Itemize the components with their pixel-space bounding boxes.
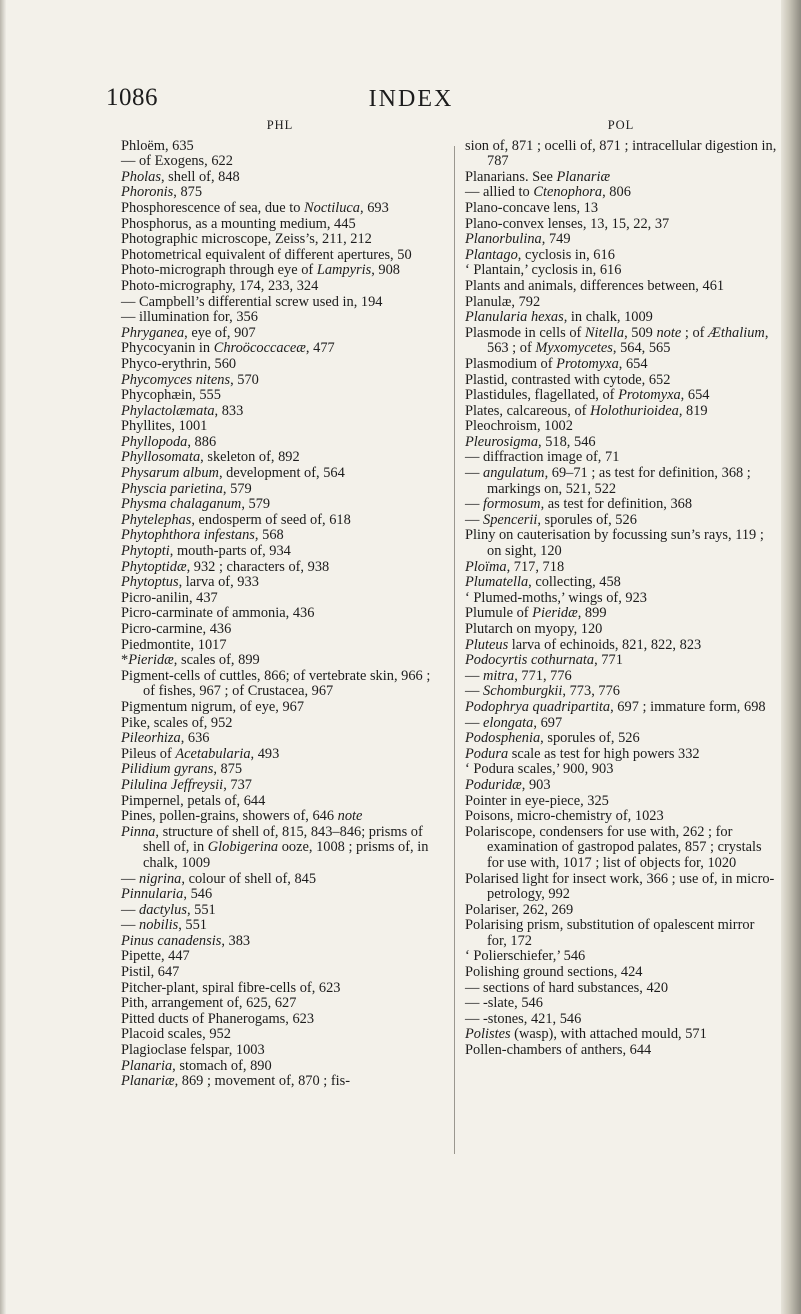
index-entry: Poisons, micro-chemistry of, 1023 <box>465 808 664 825</box>
index-entry: Podophrya quadripartita, 697 ; immature form, 698 <box>465 698 766 715</box>
index-entry: — of Exogens, 622 <box>121 153 233 170</box>
index-column-left <box>121 118 439 1090</box>
index-entry: Pleurosigma, 518, 546 <box>465 433 596 450</box>
index-entry: Pimpernel, petals of, 644 <box>121 792 266 809</box>
index-entry: Plutarch on myopy, 120 <box>465 621 603 637</box>
index-entry: Phyllopoda, 886 <box>121 433 217 450</box>
column-divider <box>454 146 455 1154</box>
index-entry: — sections of hard substances, 420 <box>465 979 669 996</box>
index-entry: Placoid scales, 952 <box>121 1026 231 1043</box>
index-entry: Planarians. See Planariæ <box>465 168 611 185</box>
index-entry: Plagioclase felspar, 1003 <box>121 1042 265 1059</box>
index-entry: Planariæ, 869 ; movement of, 870 ; fis- <box>121 1073 351 1090</box>
index-entry: Phyllites, 1001 <box>121 418 208 435</box>
page-number: 1086 <box>106 84 158 111</box>
index-entry: Phycocyanin in Chroöcoccaceæ, 477 <box>121 340 335 357</box>
index-entry: ‘ Plantain,’ cyclosis in, 616 <box>465 262 622 279</box>
index-entry: *Pieridæ, scales of, 899 <box>121 652 260 669</box>
index-entry: Pholas, shell of, 848 <box>121 168 240 185</box>
index-entry: Plasmodium of Protomyxa, 654 <box>465 355 648 372</box>
index-entry: Polistes (wasp), with attached mould, 571 <box>465 1026 707 1043</box>
index-entry: — nobilis, 551 <box>121 917 207 934</box>
index-entry: Plastid, contrasted with cytode, 652 <box>465 371 671 388</box>
index-entry: Pitcher-plant, spiral fibre-cells of, 623 <box>121 979 341 996</box>
page-left-shadow <box>0 0 6 1314</box>
index-entry: Phyllosomata, skeleton of, 892 <box>121 449 300 466</box>
index-entry: Polarised light for insect work, 366 ; use of, in micro-petrology, 992 <box>465 870 775 903</box>
index-entry: — formosum, as test for definition, 368 <box>465 496 693 513</box>
index-entry: Pointer in eye-piece, 325 <box>465 792 609 809</box>
index-entry: Plano-convex lenses, 13, 15, 22, 37 <box>465 215 670 232</box>
index-entry: Plates, calcareous, of Holothurioidea, 819 <box>465 402 708 419</box>
index-entry: — dactylus, 551 <box>121 901 216 918</box>
index-entry: Phryganea, eye of, 907 <box>121 324 256 341</box>
index-entry: — mitra, 771, 776 <box>465 667 572 684</box>
index-entry: Polariscope, condensers for use with, 262 ; for examination of gastropod palates, 857 ; crystals for use with, 1017 ; list of objects for, 1020 <box>465 823 762 871</box>
index-entry: — Spencerii, sporules of, 526 <box>465 511 637 528</box>
index-entry: Polariser, 262, 269 <box>465 901 574 918</box>
index-entry: Pollen-chambers of anthers, 644 <box>465 1042 652 1059</box>
index-entry: Pleochroism, 1002 <box>465 418 573 435</box>
index-entry: Picro-anilin, 437 <box>121 589 218 606</box>
index-entry: Phytelephas, endosperm of seed of, 618 <box>121 511 351 528</box>
index-entry: Pigment-cells of cuttles, 866; of vertebrate skin, 966 ; of fishes, 967 ; of Crustacea, 967 <box>121 667 431 700</box>
index-entry: Phycomyces nitens, 570 <box>121 371 259 388</box>
index-entry: Piedmontite, 1017 <box>121 636 227 653</box>
index-entry: — elongata, 697 <box>465 714 563 731</box>
running-head: INDEX <box>368 86 454 112</box>
index-entry: Plumatella, collecting, 458 <box>465 574 621 591</box>
index-entry: ‘ Plumed-moths,’ wings of, 923 <box>465 589 648 606</box>
index-entry: Podocyrtis cothurnata, 771 <box>465 652 623 669</box>
index-entry: Photo-micrography, 174, 233, 324 <box>121 277 319 294</box>
index-entry: Polishing ground sections, 424 <box>465 964 643 981</box>
index-entry: Pitted ducts of Phanerogams, 623 <box>121 1010 315 1027</box>
index-entry: Photographic microscope, Zeiss’s, 211, 212 <box>121 231 372 248</box>
index-entry: Phloëm, 635 <box>121 137 194 154</box>
index-entry: Phosphorescence of sea, due to Noctiluca, 693 <box>121 199 389 216</box>
index-entry: Planularia hexas, in chalk, 1009 <box>465 309 653 326</box>
index-entry: Pith, arrangement of, 625, 627 <box>121 995 297 1012</box>
index-entry: Phylactolæmata, 833 <box>121 402 244 419</box>
index-entry: — -stones, 421, 546 <box>465 1010 582 1027</box>
index-entry: ‘ Polierschiefer,’ 546 <box>465 948 586 965</box>
guide-word-left: PHL <box>266 118 294 132</box>
index-entry: Plumule of Pieridæ, 899 <box>465 605 607 622</box>
index-entry: Pinus canadensis, 383 <box>121 932 251 949</box>
index-entry: Phytophthora infestans, 568 <box>121 527 284 544</box>
index-entry: Pluteus larva of echinoids, 821, 822, 823 <box>465 636 702 653</box>
index-entry: Pipette, 447 <box>121 948 190 965</box>
index-entry: Plastidules, flagellated, of Protomyxa, 654 <box>465 387 710 404</box>
index-entry: Pilulina Jeffreysii, 737 <box>121 776 252 793</box>
entry-list-left <box>121 139 439 1090</box>
index-entry: Physma chalaganum, 579 <box>121 496 271 513</box>
index-entry: Photo-micrograph through eye of Lampyris, 908 <box>121 262 400 279</box>
index-entry: sion of, 871 ; ocelli of, 871 ; intracellular digestion in, 787 <box>465 137 777 170</box>
index-entry: Pines, pollen-grains, showers of, 646 note <box>121 808 363 825</box>
index-entry: Planaria, stomach of, 890 <box>121 1057 272 1074</box>
index-entry: — diffraction image of, 71 <box>465 449 620 466</box>
index-entry: Plano-concave lens, 13 <box>465 199 599 216</box>
index-entry: Pilidium gyrans, 875 <box>121 761 243 778</box>
index-entry: Planorbulina, 749 <box>465 231 571 248</box>
index-entry: Phycophæin, 555 <box>121 387 221 404</box>
index-entry: ‘ Podura scales,’ 900, 903 <box>465 761 614 778</box>
index-entry: Pistil, 647 <box>121 964 180 981</box>
index-entry: Planulæ, 792 <box>465 293 541 310</box>
index-entry: — -slate, 546 <box>465 995 543 1012</box>
page-right-edge <box>781 0 801 1314</box>
index-entry: Phytoptus, larva of, 933 <box>121 574 259 591</box>
index-entry: Pinna, structure of shell of, 815, 843–846; prisms of shell of, in Globigerina ooze, 1008 ; prisms of, in chalk, 1009 <box>121 823 429 871</box>
index-column-right <box>465 118 777 1059</box>
index-entry: Pliny on cauterisation by focussing sun’s rays, 119 ; on sight, 120 <box>465 527 764 560</box>
index-entry: Phytoptidæ, 932 ; characters of, 938 <box>121 558 330 575</box>
index-entry: Plantago, cyclosis in, 616 <box>465 246 615 263</box>
index-entry: Plasmode in cells of Nitella, 509 note ; of Æthalium, 563 ; of Myxomycetes, 564, 565 <box>465 324 769 357</box>
index-entry: Phosphorus, as a mounting medium, 445 <box>121 215 356 232</box>
index-entry: Ploïma, 717, 718 <box>465 558 565 575</box>
index-entry: Phoronis, 875 <box>121 184 203 201</box>
index-entry: Physarum album, development of, 564 <box>121 465 345 482</box>
index-entry: Picro-carminate of ammonia, 436 <box>121 605 315 622</box>
index-entry: — nigrina, colour of shell of, 845 <box>121 870 317 887</box>
index-entry: — illumination for, 356 <box>121 309 258 326</box>
index-entry: Phytopti, mouth-parts of, 934 <box>121 543 291 560</box>
index-entry: — Schomburgkii, 773, 776 <box>465 683 620 700</box>
index-entry: Pileus of Acetabularia, 493 <box>121 745 280 762</box>
index-entry: Podura scale as test for high powers 332 <box>465 745 700 762</box>
index-entry: Pileorhiza, 636 <box>121 730 210 747</box>
guide-word-right: POL <box>607 118 635 132</box>
index-entry: Picro-carmine, 436 <box>121 621 232 637</box>
index-entry: Podosphenia, sporules of, 526 <box>465 730 640 747</box>
index-entry: Photometrical equivalent of different apertures, 50 <box>121 246 412 263</box>
entry-list-right <box>465 139 777 1059</box>
index-entry: Plants and animals, differences between, 461 <box>465 277 725 294</box>
index-entry: Physcia parietina, 579 <box>121 480 252 497</box>
index-entry: — angulatum, 69–71 ; as test for definition, 368 ; markings on, 521, 522 <box>465 465 751 497</box>
index-entry: Poduridæ, 903 <box>465 776 551 793</box>
index-entry: — Campbell’s differential screw used in, 194 <box>121 293 383 310</box>
index-entry: Pike, scales of, 952 <box>121 714 233 731</box>
index-entry: Phyco-erythrin, 560 <box>121 355 237 372</box>
index-entry: Polarising prism, substitution of opalescent mirror for, 172 <box>465 917 755 949</box>
index-entry: Pinnularia, 546 <box>121 886 213 903</box>
index-entry: — allied to Ctenophora, 806 <box>465 184 631 201</box>
index-entry: Pigmentum nigrum, of eye, 967 <box>121 698 305 715</box>
